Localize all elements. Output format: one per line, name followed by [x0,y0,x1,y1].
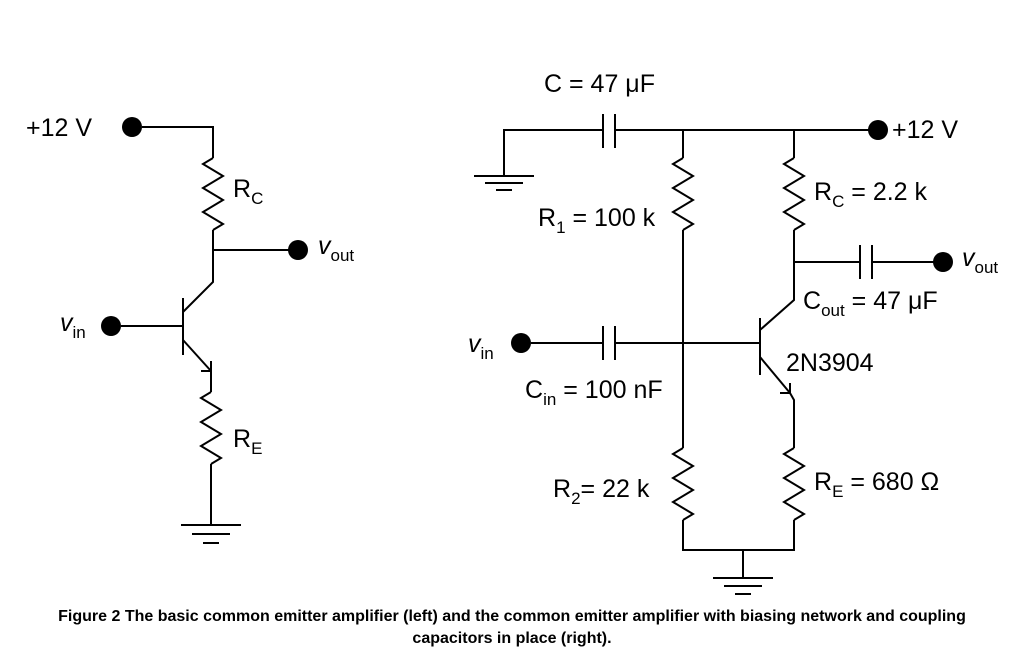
right-vin-terminal [511,333,531,353]
left-supply-wire [142,127,213,158]
right-vout-label: $v_{out}$ [962,244,999,277]
right-supply-terminal [868,120,888,140]
right-rc-label: $R_C = 2.2$ k [814,178,928,211]
right-transistor-label: 2N3904 [786,349,874,377]
right-emitter-wire [790,393,794,448]
right-rc-resistor [784,158,804,230]
figure-caption [0,606,1024,650]
left-rc-label: $R_C$ [233,175,264,208]
left-re-resistor [201,392,221,464]
left-transistor-collector [183,270,213,312]
left-vout-label: $v_{out}$ [318,232,355,265]
left-circuit [26,114,354,543]
left-supply-label: +12 V [26,114,93,142]
right-supply-label: +12 V [892,116,959,144]
left-vin-label: $v_{in}$ [60,309,86,342]
left-vin-terminal [101,316,121,336]
right-re-label: $R_E = 680$ Ω [814,468,940,501]
left-transistor-emitter [183,340,211,371]
right-bottom-ground-icon [713,578,773,594]
right-cout-label: $C_{out} = 47$ μF [803,287,938,320]
right-top-ground-icon [474,176,534,190]
right-re-resistor [784,448,804,520]
left-supply-terminal [122,117,142,137]
right-transistor-collector [760,290,794,330]
right-vin-label: $v_{in}$ [468,330,494,363]
right-r1-label: $R_1 = 100$ k [538,204,656,237]
left-vout-terminal [288,240,308,260]
right-vout-terminal [933,252,953,272]
left-re-label: $R_E$ [233,425,263,458]
left-ground-icon [181,525,241,543]
right-c-label: C = 47 μF [544,70,655,98]
right-r2-resistor [673,448,693,520]
left-rc-resistor [203,158,223,230]
right-bottom-wire [683,520,794,550]
right-r2-label: $R_2= 22$ k [553,475,650,508]
right-ground-cap-wire [504,130,603,176]
caption-line-2: capacitors in place (right). [412,630,612,647]
right-circuit [468,70,998,594]
caption-line-1: Figure 2 The basic common emitter amplifier (left) and the common emitter amplifier with biasing network and coupling [58,608,966,625]
right-r1-resistor [673,158,693,230]
right-cin-label: $C_{in} = 100$ nF [525,376,663,409]
